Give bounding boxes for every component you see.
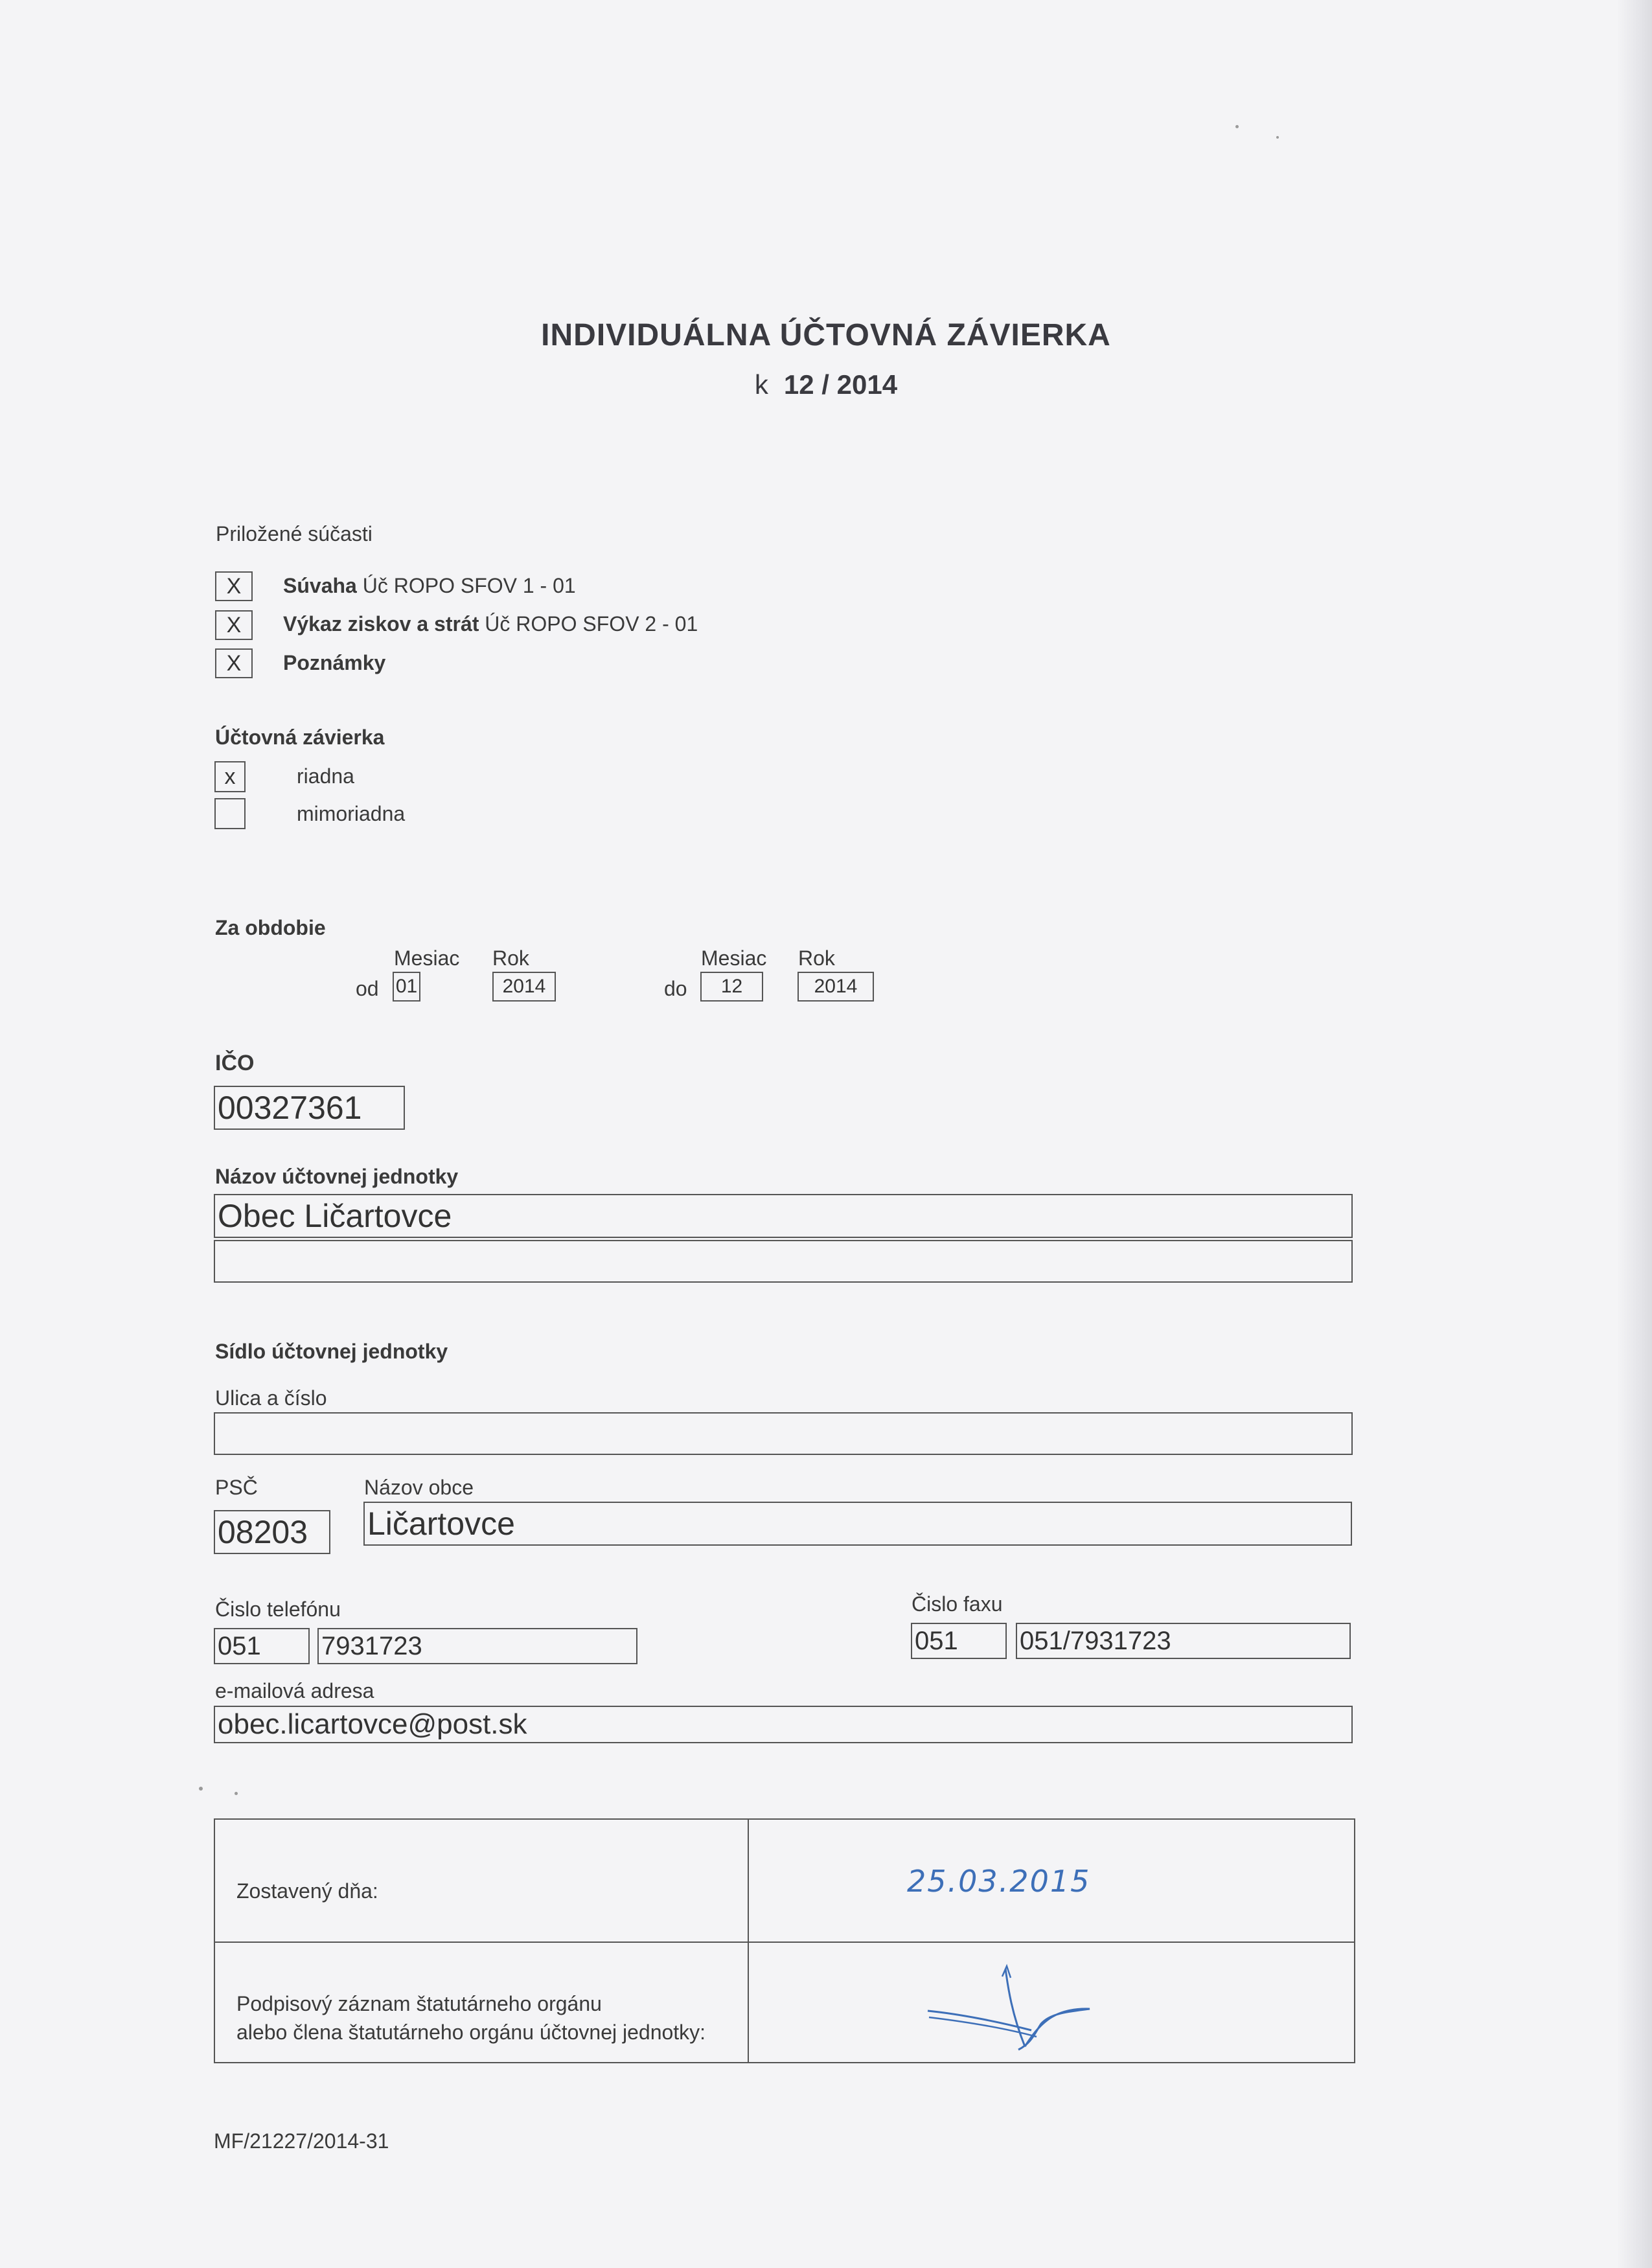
- to-year-label: Rok: [798, 946, 835, 970]
- table-divider: [748, 1820, 749, 2062]
- entity-name-field-line2[interactable]: [214, 1240, 1353, 1283]
- entity-name-label: Názov účtovnej jednotky: [215, 1165, 459, 1188]
- period-heading: Za obdobie: [215, 916, 326, 939]
- psc-field[interactable]: 08203: [214, 1510, 330, 1554]
- entity-name-field-line1[interactable]: Obec Ličartovce: [214, 1194, 1353, 1238]
- attachments-heading: Priložené súčasti: [216, 522, 373, 545]
- email-label: e-mailová adresa: [215, 1679, 374, 1702]
- city-field[interactable]: Ličartovce: [363, 1502, 1352, 1546]
- from-month-field[interactable]: 01: [393, 972, 420, 1002]
- statement-type-heading: Účtovná závierka: [215, 726, 385, 749]
- period-value: 12 / 2014: [783, 369, 898, 400]
- attachment-label-poznamky: Poznámky: [283, 651, 386, 674]
- street-label: Ulica a číslo: [215, 1386, 327, 1410]
- label-mimoriadna: mimoriadna: [297, 802, 406, 825]
- phone-number-field[interactable]: 7931723: [317, 1628, 637, 1664]
- attachment-label-vykaz: [283, 612, 698, 636]
- signature-label-line2: alebo člena štatutárneho orgánu účtovnej jednotky:: [236, 2021, 706, 2044]
- attachment-suffix: Úč ROPO SFOV 1 - 01: [362, 574, 576, 597]
- label-riadna: riadna: [297, 764, 354, 788]
- from-label: od: [356, 977, 379, 1000]
- ico-field[interactable]: 00327361: [214, 1086, 405, 1130]
- phone-prefix-field[interactable]: 051: [214, 1628, 310, 1664]
- city-label: Názov obce: [364, 1476, 474, 1499]
- email-field[interactable]: obec.licartovce@post.sk: [214, 1706, 1353, 1743]
- to-year-field[interactable]: 2014: [797, 972, 874, 1002]
- compiled-date-label: Zostavený dňa:: [236, 1879, 378, 1903]
- fax-number-field[interactable]: 051/7931723: [1016, 1623, 1351, 1659]
- checkbox-mimoriadna[interactable]: [214, 798, 246, 829]
- from-year-field[interactable]: 2014: [492, 972, 556, 1002]
- attachment-name: Výkaz ziskov a strát: [283, 612, 479, 636]
- scan-speck: [1235, 125, 1239, 128]
- address-heading: Sídlo účtovnej jednotky: [215, 1340, 448, 1363]
- from-year-label: Rok: [492, 946, 529, 970]
- to-month-field[interactable]: 12: [700, 972, 763, 1002]
- psc-label: PSČ: [215, 1476, 258, 1499]
- ico-label: IČO: [215, 1051, 255, 1075]
- signature-label: [236, 1989, 706, 2046]
- form-code: MF/21227/2014-31: [214, 2129, 389, 2153]
- attachment-checkbox-suvaha[interactable]: X: [215, 571, 253, 601]
- phone-label: Čislo telefónu: [215, 1598, 341, 1621]
- document-period: [0, 369, 1652, 400]
- attachment-label-suvaha: [283, 574, 576, 598]
- scan-speck: [235, 1792, 238, 1795]
- period-prefix: k: [754, 369, 768, 400]
- compiled-date-handwritten: 25.03.2015: [907, 1864, 1091, 1899]
- scan-speck: [1276, 136, 1279, 139]
- fax-label: Čislo faxu: [912, 1592, 1003, 1616]
- checkbox-riadna[interactable]: x: [214, 761, 246, 792]
- to-label: do: [664, 977, 687, 1000]
- from-month-label: Mesiac: [394, 946, 460, 970]
- signature-mark: [921, 1962, 1103, 2059]
- table-divider: [215, 1942, 1354, 1943]
- to-month-label: Mesiac: [701, 946, 767, 970]
- attachment-checkbox-poznamky[interactable]: X: [215, 648, 253, 678]
- document-title: INDIVIDUÁLNA ÚČTOVNÁ ZÁVIERKA: [541, 318, 1111, 352]
- scan-speck: [199, 1787, 203, 1791]
- fax-prefix-field[interactable]: 051: [911, 1623, 1007, 1659]
- attachment-checkbox-vykaz[interactable]: X: [215, 610, 253, 640]
- attachment-name: Súvaha: [283, 574, 357, 597]
- signature-table: [214, 1818, 1355, 2063]
- signature-label-line1: Podpisový záznam štatutárneho orgánu: [236, 1992, 602, 2015]
- street-field[interactable]: [214, 1412, 1353, 1455]
- attachment-suffix: Úč ROPO SFOV 2 - 01: [485, 612, 698, 636]
